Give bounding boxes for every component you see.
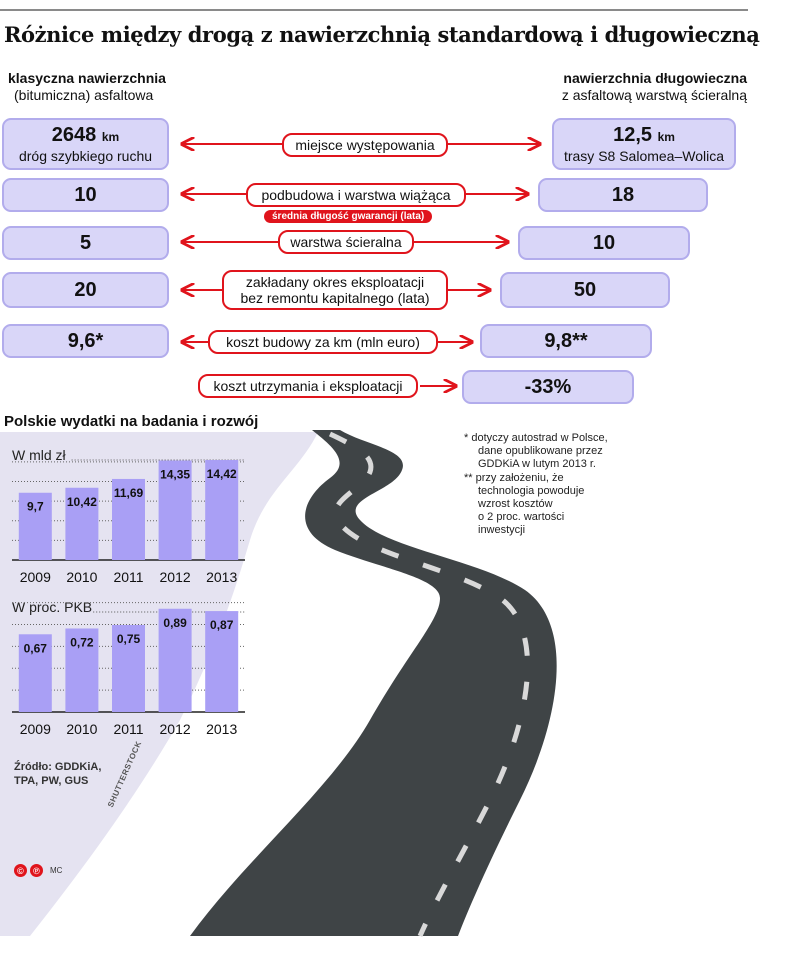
author-credit: MC: [50, 866, 63, 875]
chart-1-tick-label: 2011: [113, 569, 144, 585]
section-title: Polskie wydatki na badania i rozwój: [4, 413, 259, 430]
footnote-1-line2: dane opublikowane przez: [478, 445, 603, 457]
source-note: [14, 760, 101, 788]
left-value-location: 2648 km: [51, 124, 120, 146]
footnote-1: [464, 432, 608, 471]
left-header-line2: (bitumiczna) asfaltowa: [14, 87, 154, 103]
source-line2: TPA, PW, GUS: [14, 775, 89, 787]
footnote-2-line4: o 2 proc. wartości: [478, 511, 565, 523]
chart-2-bar-label: 0,75: [116, 632, 141, 646]
left-value-lifetime: 20: [74, 279, 97, 301]
chart-1-bar-label: 10,42: [66, 494, 97, 509]
right-value-wear-layer: 10: [592, 232, 616, 254]
chart-2-tick-label: 2012: [159, 721, 191, 737]
chart-1-ylabel: W mld zł: [12, 447, 66, 463]
chart-2-tick-label: 2009: [19, 721, 51, 737]
right-sub-location: trasy S8 Salomea–Wolica: [563, 148, 725, 164]
chart-1-tick-label: 2013: [206, 569, 238, 585]
copyright-c-icon: ©: [14, 864, 27, 877]
copyright-p-icon: ℗: [30, 864, 43, 877]
label-base-layer: podbudowa i warstwa wiążąca: [246, 183, 466, 207]
footnote-1-line3: GDDKiA w lutym 2013 r.: [478, 458, 596, 470]
right-value-maintenance-cost: -33%: [524, 376, 572, 398]
watermark: SHUTTERSTOCK: [106, 739, 144, 809]
right-header-line2: z asfaltową warstwą ścieralną: [561, 87, 747, 103]
right-value-location: 12,5 km: [613, 124, 675, 146]
copyright-mark: [14, 864, 62, 877]
footnote-2-line5: inwestycji: [478, 524, 526, 536]
label-maintenance-cost: koszt utrzymania i eksploatacji: [198, 374, 418, 398]
chart-2-bar-label: 0,87: [210, 618, 234, 633]
label-wear-layer: warstwa ścieralna: [278, 230, 414, 254]
footnote-2-line2: technologia powoduje: [478, 485, 585, 497]
chart-2-bar-label: 0,89: [163, 615, 187, 630]
chart-2-tick-label: 2013: [206, 721, 238, 737]
chart-1-bar-label: 14,42: [206, 467, 237, 482]
source-line1: Źródło: GDDKiA,: [14, 761, 102, 773]
footnote-2-line1: ** przy założeniu, że: [464, 472, 564, 484]
left-value-wear-layer: 5: [79, 232, 92, 254]
left-value-base-layer: 10: [74, 184, 97, 206]
label-build-cost: koszt budowy za km (mln euro): [208, 330, 438, 354]
footnote-1-line1: * dotyczy autostrad w Polsce,: [464, 432, 608, 444]
warranty-note: średnia długość gwarancji (lata): [264, 210, 432, 223]
chart-2-bar-label: 0,67: [23, 641, 47, 656]
footnote-2: [464, 472, 584, 537]
chart-2-ylabel: W proc. PKB: [12, 599, 93, 615]
chart-2-bar-label: 0,72: [70, 635, 94, 650]
left-sub-location: dróg szybkiego ruchu: [18, 148, 153, 164]
bar-chart-pkb: [0, 0, 260, 760]
page-title: Różnice między drogą z nawierzchnią standardową i długowieczną: [4, 22, 760, 47]
chart-1-bar-label: 11,69: [113, 485, 144, 500]
right-value-lifetime: 50: [573, 279, 597, 301]
chart-1-tick-label: 2010: [66, 569, 98, 585]
right-value-build-cost: 9,8**: [544, 330, 588, 352]
left-value-build-cost: 9,6*: [67, 330, 104, 352]
label-lifetime-line2: bez remontu kapitalnego (lata): [240, 290, 430, 306]
chart-1-tick-label: 2012: [159, 569, 191, 585]
chart-1-tick-label: 2009: [19, 569, 51, 585]
left-header-line1: klasyczna nawierzchnia: [8, 70, 166, 86]
right-header-line1: nawierzchnia długowieczna: [563, 70, 747, 86]
chart-1-bar-label: 14,35: [160, 467, 191, 482]
chart-1-bar-label: 9,7: [26, 499, 44, 514]
chart-2-tick-label: 2010: [66, 721, 98, 737]
label-lifetime-line1: zakładany okres eksploatacji: [245, 274, 425, 290]
right-value-base-layer: 18: [611, 184, 635, 206]
chart-2-tick-label: 2011: [113, 721, 144, 737]
footnote-2-line3: wzrost kosztów: [478, 498, 553, 510]
label-location: miejsce występowania: [282, 133, 448, 157]
